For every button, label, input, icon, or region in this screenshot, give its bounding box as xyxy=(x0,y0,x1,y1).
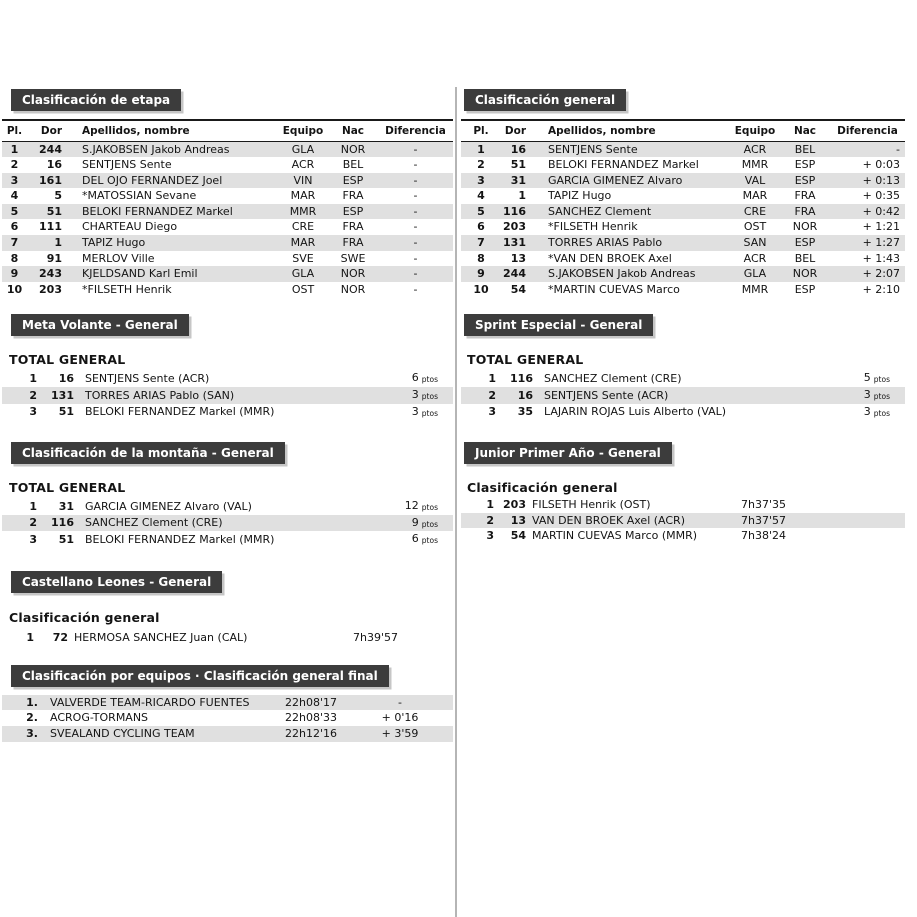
rider-name-cell: FILSETH Henrik (OST) xyxy=(532,498,651,512)
general-classification-table xyxy=(461,119,905,297)
points-row xyxy=(2,498,453,515)
difference-cell: - xyxy=(413,282,418,296)
points-value: 6 xyxy=(411,371,419,385)
team-name-cell: SVEALAND CYCLING TEAM xyxy=(50,727,195,741)
rank-cell: 5 xyxy=(477,204,485,218)
time-cell: 7h37'57 xyxy=(741,513,786,527)
nationality-cell: BEL xyxy=(794,142,816,156)
rider-name-cell: *MARTIN CUEVAS Marco xyxy=(548,282,680,296)
points-unit: ptos xyxy=(421,536,438,546)
junior-body xyxy=(461,497,905,544)
dorsal-cell: 203 xyxy=(503,220,526,234)
dorsal-cell: 51 xyxy=(510,158,526,172)
rider-row xyxy=(461,204,905,220)
team-cell: MAR xyxy=(290,189,316,203)
points-unit: ptos xyxy=(421,375,438,385)
nationality-cell: SWE xyxy=(340,251,366,265)
rank-cell: 7 xyxy=(10,236,19,250)
team-cell: MAR xyxy=(290,236,316,250)
col-header-name: Apellidos, nombre xyxy=(526,120,730,141)
rank-cell: 5 xyxy=(10,204,19,218)
nationality-cell: FRA xyxy=(342,189,364,203)
team-cell: CRE xyxy=(743,204,767,218)
team-cell: GLA xyxy=(291,267,315,281)
difference-cell: + 2:10 xyxy=(862,282,900,296)
team-name-cell: VALVERDE TEAM-RICARDO FUENTES xyxy=(50,695,250,709)
rider-row xyxy=(461,157,905,173)
time-cell: 7h38'24 xyxy=(741,529,786,543)
points-row xyxy=(2,370,453,387)
rider-row xyxy=(2,141,453,157)
nationality-cell: ESP xyxy=(794,173,816,187)
team-row xyxy=(2,726,453,742)
rider-row xyxy=(461,219,905,235)
difference-cell: - xyxy=(896,142,900,156)
time-row xyxy=(461,497,905,513)
rank-cell: 1 xyxy=(26,631,34,644)
rank-cell: 3 xyxy=(29,405,37,419)
mountain-subtitle: TOTAL GENERAL xyxy=(9,480,126,496)
difference-cell: + 2:07 xyxy=(862,267,900,281)
rider-name-cell: GARCIA GIMENEZ Alvaro xyxy=(548,173,683,187)
rider-name-cell: SENTJENS Sente (ACR) xyxy=(544,388,669,402)
dorsal-cell: 203 xyxy=(39,282,62,296)
col-header-pl: Pl. xyxy=(461,120,501,141)
castellano-table xyxy=(2,630,453,646)
dorsal-cell: 54 xyxy=(510,282,526,296)
rank-cell: 1 xyxy=(29,371,37,385)
difference-cell: + 1:27 xyxy=(862,236,900,250)
team-cell: OST xyxy=(291,282,315,296)
rider-name-cell: VAN DEN BROEK Axel (ACR) xyxy=(532,513,685,527)
team-cell: MMR xyxy=(741,158,769,172)
time-row xyxy=(2,630,453,646)
difference-cell: + 1:43 xyxy=(862,251,900,265)
rider-name-cell: HERMOSA SANCHEZ Juan (CAL) xyxy=(74,631,248,644)
points-unit: ptos xyxy=(421,392,438,402)
rider-name-cell: BELOKI FERNANDEZ Markel (MMR) xyxy=(85,532,275,546)
table-header-row xyxy=(2,120,453,141)
nationality-cell: ESP xyxy=(794,236,816,250)
rider-name-cell: *FILSETH Henrik xyxy=(548,220,638,234)
mountain-body xyxy=(2,498,453,548)
nationality-cell: NOR xyxy=(792,267,818,281)
rank-cell: 9 xyxy=(477,267,485,281)
dorsal-cell: 51 xyxy=(58,532,74,546)
points-value: 3 xyxy=(411,388,419,402)
points-row xyxy=(461,387,905,404)
dorsal-cell: 51 xyxy=(46,204,62,218)
nationality-cell: ESP xyxy=(342,173,364,187)
rank-cell: 3 xyxy=(488,405,496,419)
rank-cell: 3 xyxy=(477,173,485,187)
rank-cell: 10 xyxy=(6,282,23,296)
rider-name-cell: BELOKI FERNANDEZ Markel xyxy=(548,158,699,172)
points-row xyxy=(2,387,453,404)
rider-row xyxy=(2,219,453,235)
sprint-especial-tab: Sprint Especial - General xyxy=(464,314,653,336)
rank-cell: 6 xyxy=(10,220,19,234)
dorsal-cell: 5 xyxy=(54,189,62,203)
dorsal-cell: 13 xyxy=(510,251,526,265)
team-cell: SAN xyxy=(743,236,767,250)
team-cell: ACR xyxy=(743,142,767,156)
rider-row xyxy=(461,173,905,189)
time-cell: 7h37'35 xyxy=(741,498,786,512)
rank-cell: 6 xyxy=(477,220,485,234)
dorsal-cell: 31 xyxy=(510,173,526,187)
rank-cell: 8 xyxy=(10,251,19,265)
time-cell: 22h08'33 xyxy=(285,711,337,725)
rank-cell: 3 xyxy=(29,532,37,546)
col-header-diff: Diferencia xyxy=(830,120,905,141)
col-header-nac: Nac xyxy=(780,120,830,141)
team-row xyxy=(2,695,453,711)
nationality-cell: ESP xyxy=(342,204,364,218)
rider-name-cell: SENTJENS Sente (ACR) xyxy=(85,371,210,385)
points-unit: ptos xyxy=(421,503,438,513)
meta-volante-body xyxy=(2,370,453,420)
difference-cell: - xyxy=(413,204,418,218)
rider-row xyxy=(2,251,453,267)
right-column xyxy=(461,0,905,544)
difference-cell: - xyxy=(413,142,418,156)
dorsal-cell: 116 xyxy=(510,371,533,385)
dorsal-cell: 51 xyxy=(58,405,74,419)
rank-cell: 1 xyxy=(486,498,494,512)
time-cell: 7h39'57 xyxy=(353,631,398,644)
rank-cell: 8 xyxy=(477,251,485,265)
time-cell: 22h12'16 xyxy=(285,727,337,741)
rider-name-cell: TAPIZ Hugo xyxy=(548,189,612,203)
dorsal-cell: 244 xyxy=(503,267,526,281)
rider-name-cell: SENTJENS Sente xyxy=(82,158,172,172)
rider-name-cell: LAJARIN ROJAS Luis Alberto (VAL) xyxy=(544,405,727,419)
dorsal-cell: 116 xyxy=(51,516,74,530)
rider-name-cell: S.JAKOBSEN Jakob Andreas xyxy=(548,267,696,281)
dorsal-cell: 16 xyxy=(58,371,74,385)
meta-volante-tab: Meta Volante - General xyxy=(11,314,189,336)
team-cell: MMR xyxy=(741,282,769,296)
sprint-subtitle: TOTAL GENERAL xyxy=(467,352,584,368)
nationality-cell: NOR xyxy=(340,267,366,281)
nationality-cell: FRA xyxy=(342,236,364,250)
rider-row xyxy=(2,266,453,282)
castellano-leones-tab: Castellano Leones - General xyxy=(11,571,222,593)
rank-cell: 9 xyxy=(10,267,19,281)
stage-table-body xyxy=(2,141,453,297)
difference-cell: + 0:13 xyxy=(862,173,900,187)
points-row xyxy=(2,531,453,548)
difference-cell: - xyxy=(413,220,418,234)
sprint-body xyxy=(461,370,905,420)
dorsal-cell: 161 xyxy=(39,173,62,187)
team-cell: GLA xyxy=(743,267,767,281)
difference-cell: - xyxy=(398,695,402,709)
junior-table xyxy=(461,497,905,544)
mountain-classification-tab: Clasificación de la montaña - General xyxy=(11,442,285,464)
rider-name-cell: GARCIA GIMENEZ Alvaro (VAL) xyxy=(85,499,252,513)
rider-name-cell: MARTIN CUEVAS Marco (MMR) xyxy=(532,529,698,543)
rank-cell: 2. xyxy=(26,711,38,725)
difference-cell: + 0'16 xyxy=(381,711,419,725)
rank-cell: 7 xyxy=(477,236,485,250)
points-unit: ptos xyxy=(421,408,438,418)
rider-name-cell: TORRES ARIAS Pablo xyxy=(548,236,663,250)
general-classification-tab: Clasificación general xyxy=(464,89,626,111)
rank-cell: 2 xyxy=(488,388,496,402)
difference-cell: + 3'59 xyxy=(381,727,419,741)
teams-body xyxy=(2,695,453,742)
difference-cell: - xyxy=(413,158,418,172)
rider-row xyxy=(2,204,453,220)
col-header-team: Equipo xyxy=(278,120,328,141)
dorsal-cell: 244 xyxy=(39,142,62,156)
rider-row xyxy=(461,188,905,204)
stage-classification-tab: Clasificación de etapa xyxy=(11,89,181,111)
nationality-cell: NOR xyxy=(340,282,366,296)
dorsal-cell: 54 xyxy=(510,529,526,543)
difference-cell: - xyxy=(413,267,418,281)
rider-name-cell: CHARTEAU Diego xyxy=(82,220,178,234)
rider-name-cell: *VAN DEN BROEK Axel xyxy=(548,251,672,265)
castellano-body xyxy=(2,630,453,646)
rider-row xyxy=(461,251,905,267)
rider-name-cell: SANCHEZ Clement xyxy=(548,204,652,218)
team-cell: OST xyxy=(743,220,767,234)
meta-volante-table xyxy=(2,370,453,420)
dorsal-cell: 111 xyxy=(39,220,62,234)
meta-volante-subtitle: TOTAL GENERAL xyxy=(9,352,126,368)
dorsal-cell: 131 xyxy=(51,388,74,402)
points-unit: ptos xyxy=(873,408,890,418)
rider-name-cell: TORRES ARIAS Pablo (SAN) xyxy=(85,388,235,402)
points-cell xyxy=(361,370,453,387)
rider-name-cell: SENTJENS Sente xyxy=(548,142,638,156)
team-cell: ACR xyxy=(743,251,767,265)
rank-cell: 2 xyxy=(29,388,37,402)
teams-table xyxy=(2,695,453,742)
rider-row xyxy=(461,141,905,157)
rider-name-cell: MERLOV Ville xyxy=(82,251,155,265)
rider-row xyxy=(2,173,453,189)
rider-name-cell: *FILSETH Henrik xyxy=(82,282,172,296)
points-value: 5 xyxy=(863,371,871,385)
dorsal-cell: 72 xyxy=(52,631,68,644)
col-header-nac: Nac xyxy=(328,120,378,141)
rank-cell: 1 xyxy=(29,499,37,513)
nationality-cell: ESP xyxy=(794,282,816,296)
points-value: 3 xyxy=(411,404,419,418)
nationality-cell: BEL xyxy=(342,158,364,172)
rider-row xyxy=(2,235,453,251)
points-cell xyxy=(361,498,453,515)
column-divider xyxy=(455,87,457,917)
rank-cell: 2 xyxy=(29,516,37,530)
rank-cell: 1 xyxy=(477,142,485,156)
difference-cell: - xyxy=(413,251,418,265)
dorsal-cell: 116 xyxy=(503,204,526,218)
points-unit: ptos xyxy=(421,519,438,529)
rider-name-cell: SANCHEZ Clement (CRE) xyxy=(544,371,682,385)
col-header-dor: Dor xyxy=(27,120,62,141)
difference-cell: + 0:42 xyxy=(862,204,900,218)
rank-cell: 3 xyxy=(486,529,494,543)
dorsal-cell: 16 xyxy=(510,142,526,156)
rank-cell: 10 xyxy=(473,282,489,296)
points-cell xyxy=(813,387,905,404)
points-row xyxy=(461,404,905,421)
rider-row xyxy=(2,157,453,173)
dorsal-cell: 35 xyxy=(517,405,533,419)
rider-row xyxy=(2,188,453,204)
points-value: 6 xyxy=(411,532,419,546)
team-cell: CRE xyxy=(291,220,315,234)
dorsal-cell: 31 xyxy=(58,499,74,513)
difference-cell: + 0:35 xyxy=(862,189,900,203)
points-unit: ptos xyxy=(873,392,890,402)
rank-cell: 1 xyxy=(10,142,19,156)
points-row xyxy=(2,515,453,532)
rank-cell: 1. xyxy=(26,695,38,709)
points-cell xyxy=(361,387,453,404)
left-column xyxy=(2,0,453,742)
rider-row xyxy=(2,282,453,298)
rider-row xyxy=(461,266,905,282)
teams-classification-tab: Clasificación por equipos · Clasificación general final xyxy=(11,665,389,687)
sprint-table xyxy=(461,370,905,420)
col-header-team: Equipo xyxy=(730,120,780,141)
table-header-row xyxy=(461,120,905,141)
time-cell: 22h08'17 xyxy=(285,695,337,709)
rank-cell: 2 xyxy=(486,513,494,527)
castellano-subtitle: Clasificación general xyxy=(9,610,160,625)
general-table-body xyxy=(461,141,905,297)
points-value: 9 xyxy=(411,515,419,529)
dorsal-cell: 91 xyxy=(46,251,62,265)
col-header-name: Apellidos, nombre xyxy=(62,120,278,141)
rank-cell: 1 xyxy=(488,371,496,385)
difference-cell: + 0:03 xyxy=(862,158,900,172)
junior-primer-ano-tab: Junior Primer Año - General xyxy=(464,442,672,464)
points-cell xyxy=(361,515,453,532)
rider-name-cell: *MATOSSIAN Sevane xyxy=(82,189,197,203)
team-cell: GLA xyxy=(291,142,315,156)
points-cell xyxy=(361,531,453,548)
points-value: 12 xyxy=(404,499,419,513)
dorsal-cell: 1 xyxy=(518,189,526,203)
nationality-cell: NOR xyxy=(340,142,366,156)
dorsal-cell: 1 xyxy=(54,236,62,250)
rider-row xyxy=(461,235,905,251)
rank-cell: 2 xyxy=(477,158,485,172)
team-cell: MAR xyxy=(742,189,768,203)
col-header-diff: Diferencia xyxy=(378,120,453,141)
rider-name-cell: TAPIZ Hugo xyxy=(82,236,146,250)
team-cell: MMR xyxy=(289,204,317,218)
points-row xyxy=(461,370,905,387)
dorsal-cell: 13 xyxy=(510,513,526,527)
rider-name-cell: SANCHEZ Clement (CRE) xyxy=(85,516,223,530)
points-value: 3 xyxy=(863,388,871,402)
nationality-cell: NOR xyxy=(792,220,818,234)
points-cell xyxy=(813,404,905,421)
team-row xyxy=(2,710,453,726)
dorsal-cell: 16 xyxy=(517,388,533,402)
time-row xyxy=(461,528,905,544)
dorsal-cell: 16 xyxy=(46,158,62,172)
points-row xyxy=(2,404,453,421)
points-cell xyxy=(813,370,905,387)
rank-cell: 4 xyxy=(477,189,485,203)
rider-name-cell: BELOKI FERNANDEZ Markel (MMR) xyxy=(85,405,275,419)
points-unit: ptos xyxy=(873,375,890,385)
dorsal-cell: 243 xyxy=(39,267,62,281)
junior-subtitle: Clasificación general xyxy=(467,480,618,496)
rider-name-cell: KJELDSAND Karl Emil xyxy=(82,267,198,281)
team-cell: SVE xyxy=(292,251,314,265)
nationality-cell: FRA xyxy=(342,220,364,234)
rider-name-cell: S.JAKOBSEN Jakob Andreas xyxy=(82,142,230,156)
rank-cell: 3 xyxy=(10,173,19,187)
points-cell xyxy=(361,404,453,421)
team-name-cell: ACROG-TORMANS xyxy=(50,711,149,725)
rank-cell: 3. xyxy=(26,727,38,741)
difference-cell: - xyxy=(413,173,418,187)
nationality-cell: BEL xyxy=(794,251,816,265)
nationality-cell: FRA xyxy=(794,189,816,203)
team-cell: VIN xyxy=(293,173,313,187)
stage-classification-table xyxy=(2,119,453,297)
col-header-pl: Pl. xyxy=(2,120,27,141)
col-header-dor: Dor xyxy=(501,120,526,141)
team-cell: VAL xyxy=(744,173,766,187)
rider-name-cell: DEL OJO FERNANDEZ Joel xyxy=(82,173,223,187)
rider-row xyxy=(461,282,905,298)
difference-cell: + 1:21 xyxy=(862,220,900,234)
points-value: 3 xyxy=(863,404,871,418)
nationality-cell: FRA xyxy=(794,204,816,218)
team-cell: ACR xyxy=(291,158,315,172)
rank-cell: 2 xyxy=(10,158,19,172)
mountain-table xyxy=(2,498,453,548)
rank-cell: 4 xyxy=(10,189,19,203)
difference-cell: - xyxy=(413,189,418,203)
nationality-cell: ESP xyxy=(794,158,816,172)
difference-cell: - xyxy=(413,236,418,250)
rider-name-cell: BELOKI FERNANDEZ Markel xyxy=(82,204,233,218)
time-row xyxy=(461,513,905,529)
dorsal-cell: 131 xyxy=(503,236,526,250)
dorsal-cell: 203 xyxy=(503,498,526,512)
